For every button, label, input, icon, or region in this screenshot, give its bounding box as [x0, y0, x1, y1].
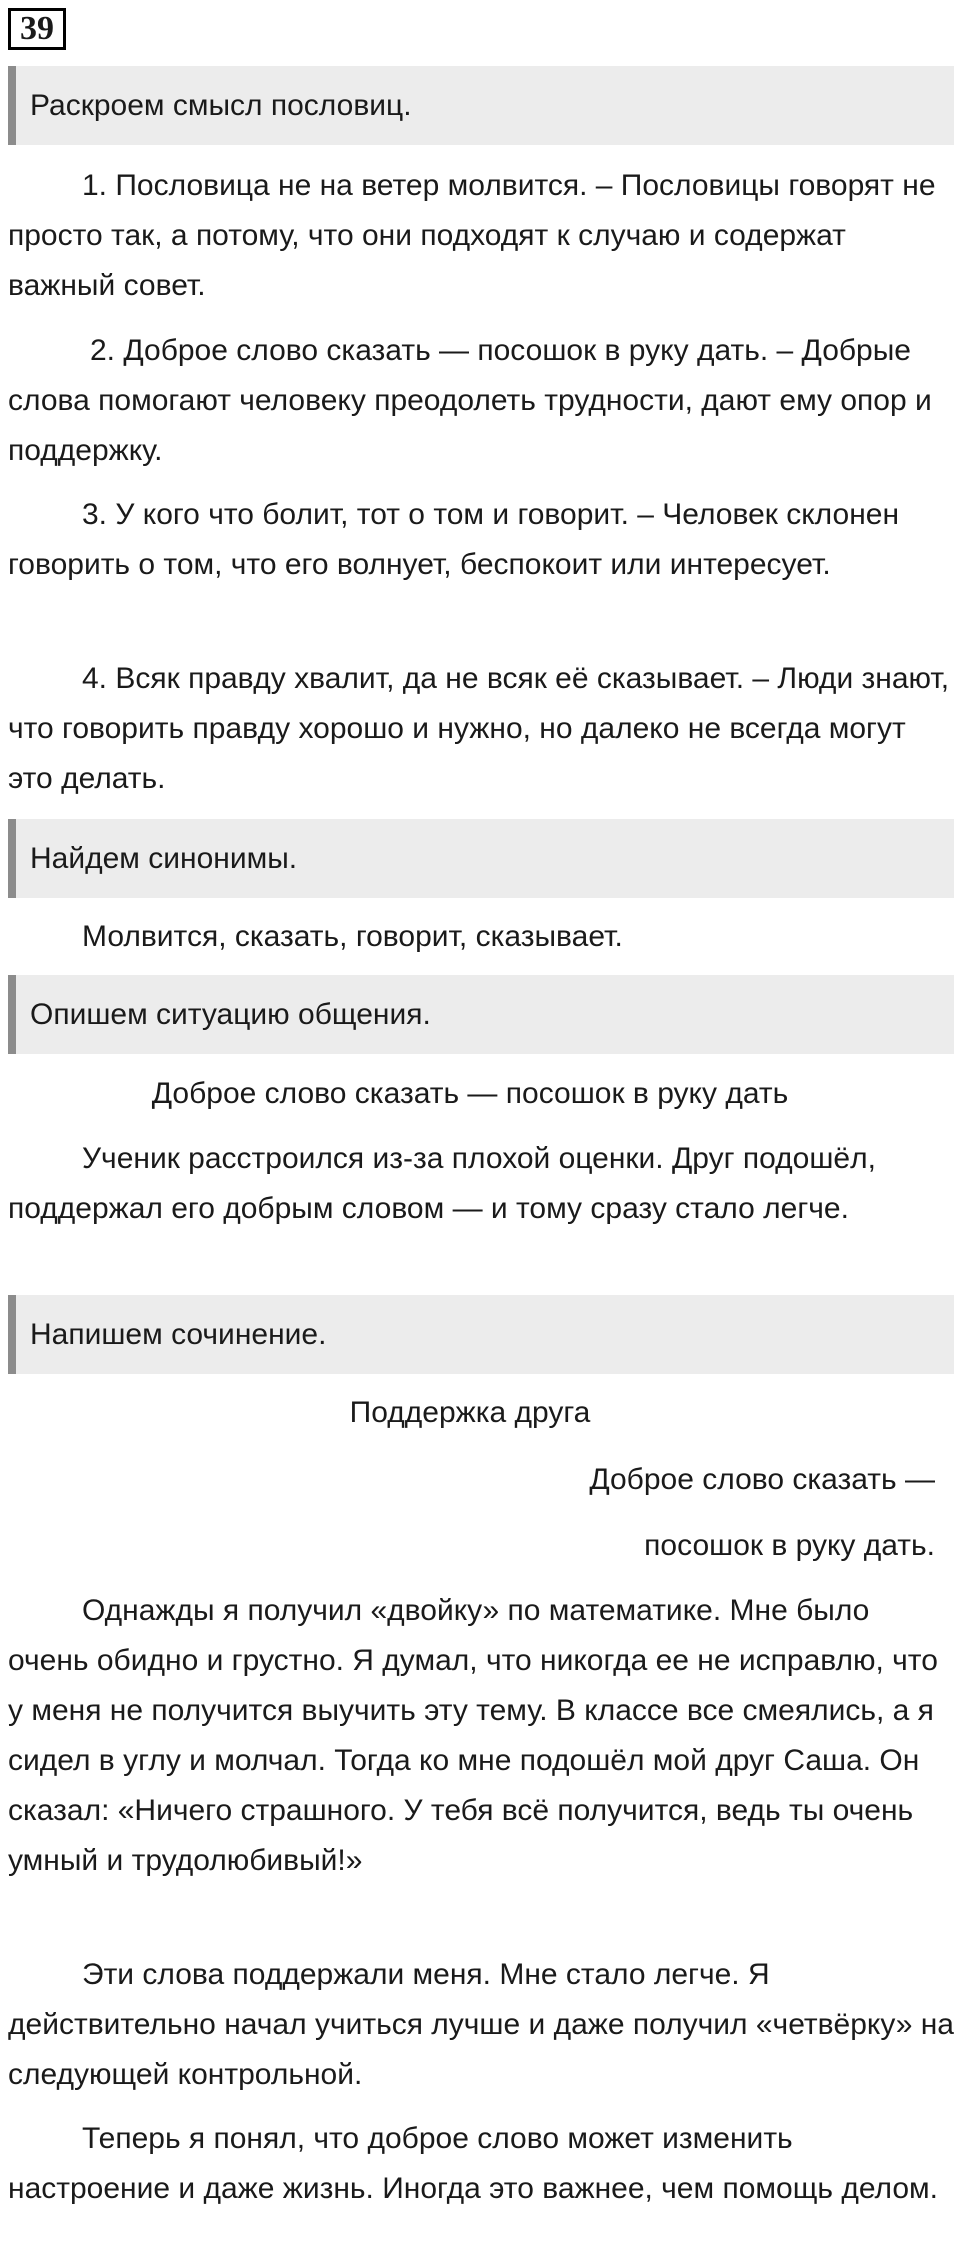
situation-title: Доброе слово сказать — посошок в руку дать — [151, 1077, 789, 1110]
proverb-item-2: 2. Доброе слово сказать — посошок в руку дать. – Добрые слова помогают человеку преодолеть трудности, дают ему опор и поддержку. — [8, 334, 932, 467]
essay-paragraph-3: Теперь я понял, что доброе слово может изменить настроение и даже жизнь. Иногда это важнее, чем помощь делом. — [8, 2122, 939, 2205]
proverb-item-1: 1. Пословица не на ветер молвится. – Пословицы говорят не просто так, а потому, что они подходят к случаю и содержат важный совет. — [8, 169, 936, 302]
essay-epigraph-line-1: Доброе слово сказать — — [589, 1463, 935, 1496]
proverb-item-4: 4. Всяк правду хвалит, да не всяк её сказывает. – Люди знают, что говорить правду хорошо и нужно, но далеко не всегда могут это делать. — [8, 662, 950, 795]
essay-paragraph-1: Однажды я получил «двойку» по математике. Мне было очень обидно и грустно. Я думал, что никогда ее не исправлю, что у меня не получится выучить эту тему. В классе все смеялись, а я сидел в углу и молчал. Тогда ко мне подошёл мой друг Саша. Он сказал: «Ничего страшного. У тебя всё получится, ведь ты очень умный и трудолюбивый!» — [8, 1594, 938, 1877]
essay-title: Поддержка друга — [349, 1396, 591, 1429]
section-header-essay: Напишем сочинение. — [8, 1295, 954, 1374]
section-header-situation: Опишем ситуацию общения. — [8, 975, 954, 1054]
proverb-item-3: 3. У кого что болит, тот о том и говорит. – Человек склонен говорить о том, что его волнует, беспокоит или интересует. — [8, 498, 900, 581]
section-header-meaning: Раскроем смысл пословиц. — [8, 66, 954, 145]
essay-paragraph-2: Эти слова поддержали меня. Мне стало легче. Я действительно начал учиться лучше и даже получил «четвёрку» на следующей контрольной. — [8, 1958, 954, 2091]
essay-epigraph-line-2: посошок в руку дать. — [644, 1529, 935, 1562]
exercise-number: 39 — [8, 8, 66, 50]
synonyms-text: Молвится, сказать, говорит, сказывает. — [82, 920, 623, 953]
situation-text: Ученик расстроился из-за плохой оценки. Друг подошёл, поддержал его добрым словом — и тому сразу стало легче. — [8, 1142, 876, 1225]
section-header-synonyms: Найдем синонимы. — [8, 819, 954, 898]
